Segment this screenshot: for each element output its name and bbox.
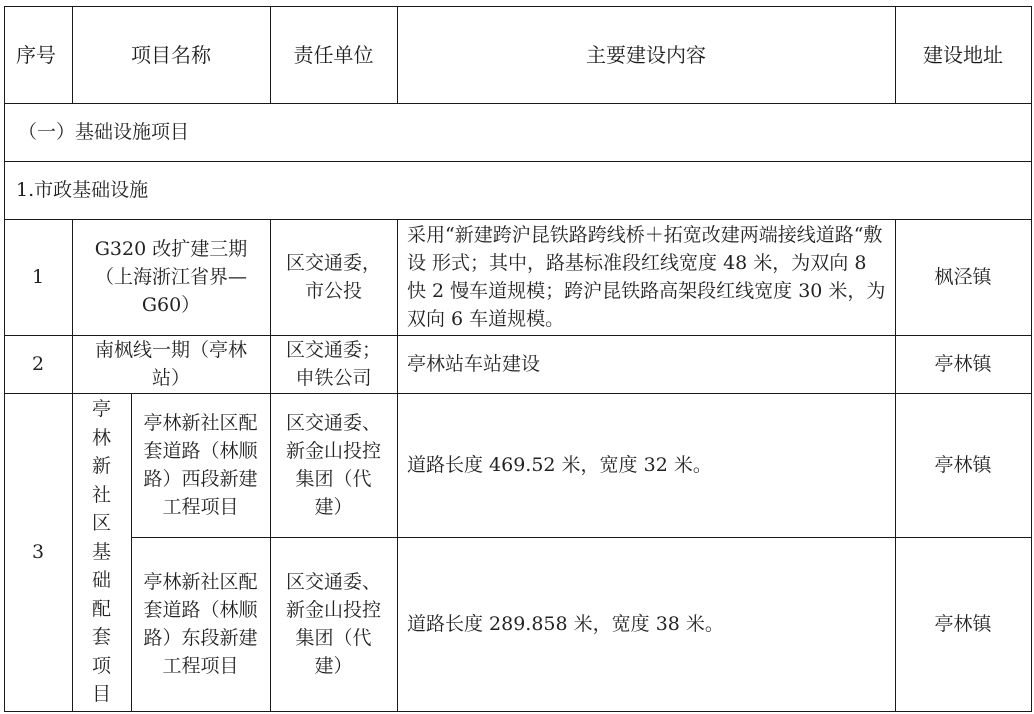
rule-row3a-bottom	[131, 537, 1032, 538]
rule-col2-header	[270, 6, 271, 103]
row-3a-project: 亭林新社区配套道路（林顺路）西段新建工程项目	[143, 412, 258, 518]
header-index: 序号	[16, 42, 56, 67]
row-3b-content: 道路长度 289.858 米，宽度 38 米。	[407, 613, 724, 635]
row-1-project: G320 改扩建三期（上海浙江省界—G60）	[94, 238, 248, 316]
row-2-project: 南枫线一期（亭林站）	[94, 339, 247, 389]
row-3-group-name: 亭林新社区基础配套项目	[91, 398, 111, 706]
rule-col4-body	[895, 219, 896, 712]
rule-top	[4, 6, 1032, 7]
rule-section-bottom	[4, 161, 1032, 162]
rule-bottom	[4, 711, 1032, 712]
rule-right	[1031, 6, 1032, 712]
row-2-unit: 区交通委；申铁公司	[285, 339, 381, 389]
header-project-name: 项目名称	[131, 42, 211, 67]
row-2-content: 亭林站车站建设	[407, 353, 541, 375]
header-address: 建设地址	[923, 42, 1003, 67]
row-1-address: 枫泾镇	[934, 266, 992, 288]
rule-group-inner	[131, 393, 132, 712]
row-3-index: 3	[31, 541, 45, 563]
row-3a-address: 亭林镇	[934, 454, 992, 476]
section-title: （一）基础设施项目	[18, 121, 190, 143]
row-2-index: 2	[31, 353, 45, 375]
rule-col2-body	[270, 219, 271, 712]
row-1-content: 采用“新建跨沪昆铁路跨线桥＋拓宽改建两端接线道路“敷设 形式；其中，路基标准段红线宽度 48 米，为双向 8 快 2 慢车道规模；跨沪昆铁路高架段红线宽度 30 米，为双向 6 车道规模。	[407, 224, 886, 330]
rule-col1-body	[72, 219, 73, 712]
header-responsible-unit: 责任单位	[293, 42, 374, 67]
rule-row1-bottom	[4, 335, 1032, 336]
row-1-unit: 区交通委，市公投	[285, 252, 381, 302]
rule-col3-body	[397, 219, 398, 712]
rule-col4-header	[895, 6, 896, 103]
row-3b-address: 亭林镇	[934, 613, 992, 635]
rule-left	[4, 6, 5, 712]
rule-subsection-bottom	[4, 219, 1032, 220]
rule-col3-header	[397, 6, 398, 103]
row-3b-project: 亭林新社区配套道路（林顺路）东段新建工程项目	[143, 571, 258, 677]
rule-row2-bottom	[4, 393, 1032, 394]
rule-header-bottom	[4, 103, 1032, 104]
row-3a-content: 道路长度 469.52 米，宽度 32 米。	[407, 454, 712, 476]
rule-col1-header	[72, 6, 73, 103]
row-2-address: 亭林镇	[934, 353, 992, 375]
row-1-index: 1	[31, 266, 45, 288]
row-3a-unit: 区交通委、新金山投控集团（代建）	[285, 412, 381, 518]
section-subtitle: 1.市政基础设施	[16, 179, 149, 201]
header-main-content: 主要建设内容	[586, 42, 706, 67]
row-3b-unit: 区交通委、新金山投控集团（代建）	[285, 571, 381, 677]
